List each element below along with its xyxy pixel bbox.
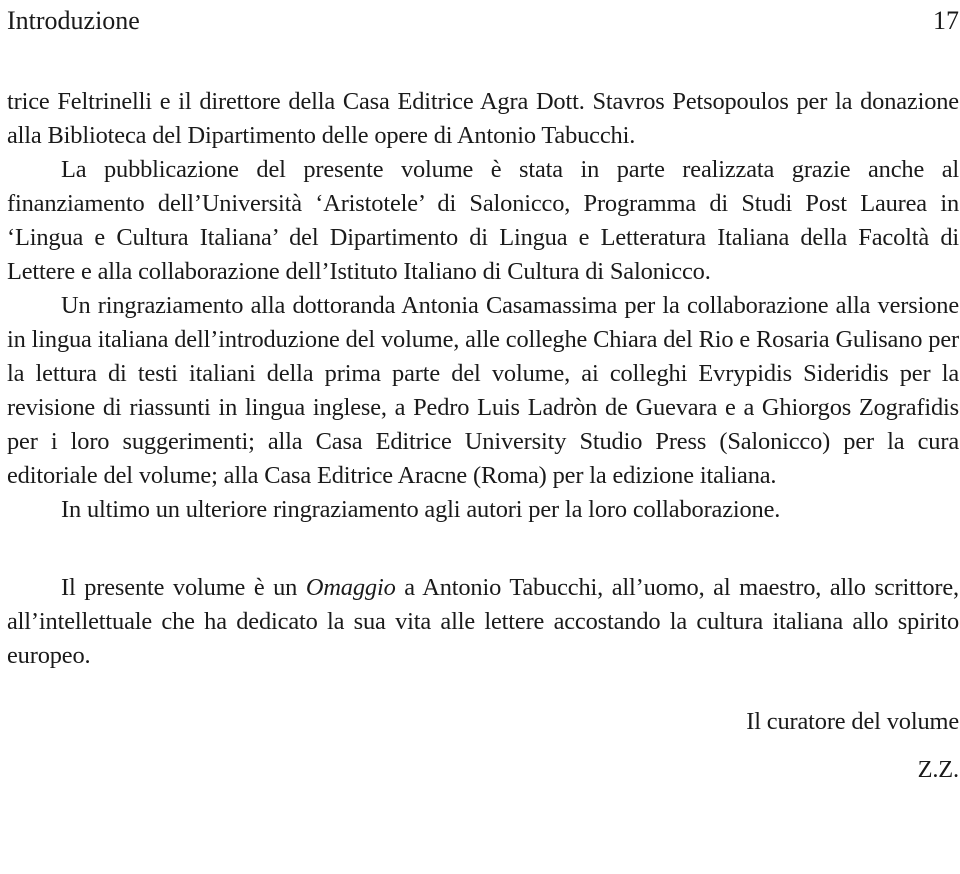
- tribute-text-after: a Antonio Tabucchi, all’uomo, al maestro, allo scrittore, all’intellettuale che ha dedicato la sua vita alle lettere accostando la cultura italiana allo spirito europeo.: [7, 574, 959, 669]
- paragraph-acknowledgements: Un ringraziamento alla dottoranda Antonia Casamassima per la collaborazione alla versione in lingua italiana dell’introduzione del volume, alle colleghe Chiara del Rio e Rosaria Gulisano per la lettura di testi italiani della prima parte del volume, ai colleghi Evrypidis Sideridis per la revisione di riassunti in lingua inglese, a Pedro Luis Ladròn de Guevara e a Ghiorgos Zografidis per i loro suggerimenti; alla Casa Editrice University Studio Press (Salonicco) per la cura editoriale del volume; alla Casa Editrice Aracne (Roma) per la edizione italiana.: [7, 292, 959, 489]
- section-title: Introduzione: [7, 6, 140, 35]
- running-header: [7, 4, 959, 38]
- page-number: 17: [933, 6, 959, 35]
- paragraph-funding: La pubblicazione del presente volume è stata in parte realizzata grazie anche al finanziamento dell’Università ‘Aristotele’ di Salonicco, Programma di Studi Post Laurea in ‘Lingua e Cultura Italiana’ del Dipartimento di Lingua e Letteratura Italiana della Facoltà di Lettere e alla collaborazione dell’Istituto Italiano di Cultura di Salonicco.: [7, 156, 959, 285]
- paragraph-tribute: [7, 571, 959, 673]
- signature-role: Il curatore del volume: [746, 708, 959, 735]
- tribute-italic-word: Omaggio: [305, 574, 396, 601]
- body-text: [7, 85, 959, 787]
- tribute-text-before: Il presente volume è un: [61, 574, 306, 601]
- paragraph-final-thanks: In ultimo un ulteriore ringraziamento agli autori per la loro collaborazione.: [61, 496, 781, 523]
- signature-initials: Z.Z.: [917, 756, 959, 783]
- paragraph-gap: [7, 527, 959, 571]
- paragraph-continuation: trice Feltrinelli e il direttore della Casa Editrice Agra Dott. Stavros Petsopoulos per la donazione alla Biblioteca del Dipartimento delle opere di Antonio Tabucchi.: [7, 88, 959, 149]
